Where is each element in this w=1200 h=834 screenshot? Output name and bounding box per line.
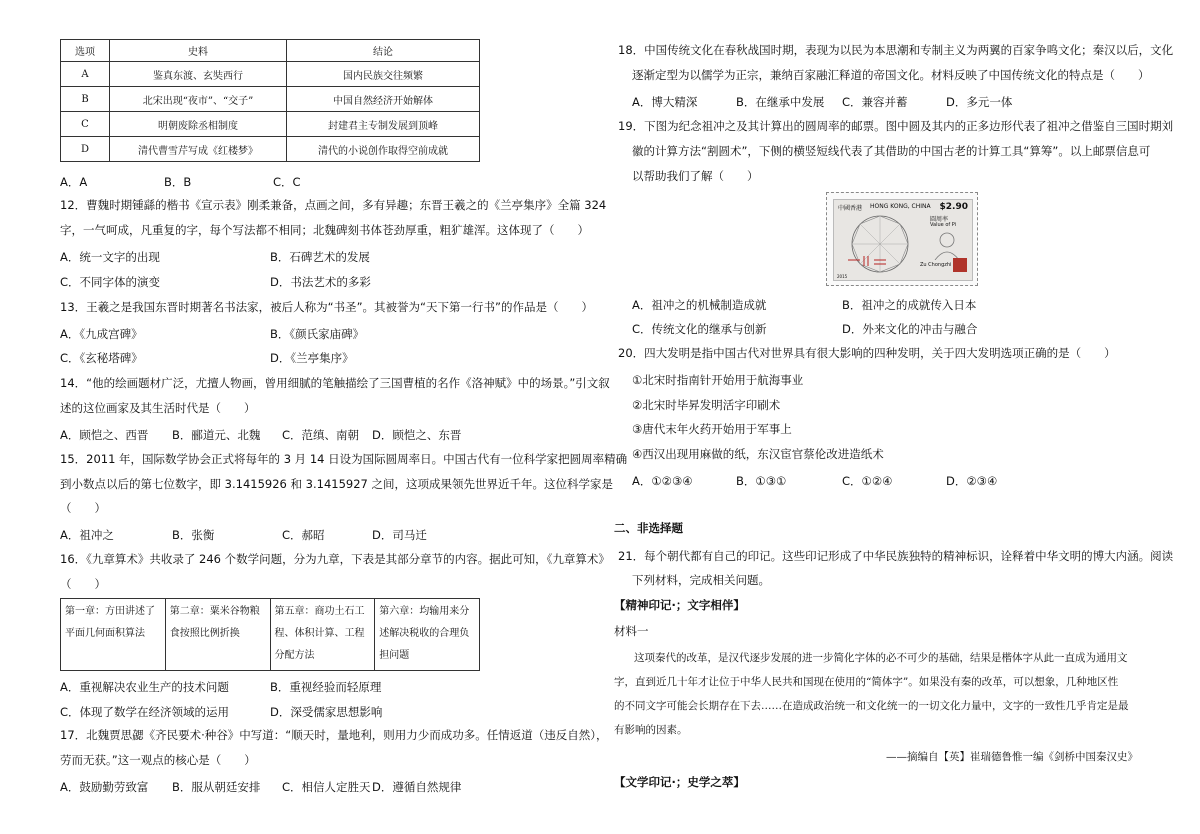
q21-line: 21．每个朝代都有自己的印记。这些印记形成了中华民族独特的精神标识，诠释着中华文明的博大内涵。阅读 bbox=[618, 549, 1174, 563]
material-line: 这项秦代的改革，是汉代逐步发展的进一步简化字体的必不可少的基础，结果是楷体字从此一直成为通用文 bbox=[634, 652, 1128, 664]
table-cell: 第一章：方田讲述了平面几何面积算法 bbox=[61, 599, 166, 671]
option-b[interactable]: B．石碑艺术的发展 bbox=[270, 250, 370, 264]
zu-chongzhi-stamp-image bbox=[826, 192, 978, 286]
option-a[interactable]: A．鼓励勤劳致富 bbox=[60, 780, 149, 794]
q17-line: 劳而无获。”这一观点的核心是（ ） bbox=[60, 753, 256, 767]
option-a[interactable]: A．统一文字的出现 bbox=[60, 250, 160, 264]
material-line: 有影响的因素。 bbox=[614, 724, 688, 736]
table-cell: 第六章：均输用来分述解决税收的合理负担问题 bbox=[375, 599, 480, 671]
option-a[interactable]: A．重视解决农业生产的技术问题 bbox=[60, 680, 229, 694]
stamp-title-cn: 圓周率 bbox=[930, 216, 949, 223]
table-cell: 北宋出现“夜市”、“交子” bbox=[110, 87, 287, 112]
option-b[interactable]: B．服从朝廷安排 bbox=[172, 780, 261, 794]
q11-table bbox=[60, 39, 480, 162]
option-d[interactable]: D．②③④ bbox=[946, 474, 998, 488]
seal-icon bbox=[953, 258, 967, 272]
table-header: 结论 bbox=[287, 40, 480, 62]
table-cell: B bbox=[61, 87, 110, 112]
q20-item: ④西汉出现用麻做的纸，东汉宦官蔡伦改进造纸术 bbox=[632, 447, 884, 461]
table-cell: 清代的小说创作取得空前成就 bbox=[287, 137, 480, 162]
q14-line: 述的这位画家及其生活时代是（ ） bbox=[60, 401, 256, 415]
stamp-price: $2.90 bbox=[939, 202, 968, 212]
option-b[interactable]: B．张衡 bbox=[172, 528, 215, 542]
option-c[interactable]: C．C bbox=[273, 175, 301, 189]
option-b[interactable]: B．①③① bbox=[736, 474, 787, 488]
table-cell: A bbox=[61, 62, 110, 87]
table-cell: 中国自然经济开始解体 bbox=[287, 87, 480, 112]
option-b[interactable]: B．重视经验而轻原理 bbox=[270, 680, 382, 694]
option-c[interactable]: C．不同字体的演变 bbox=[60, 275, 161, 289]
q17-line: 17．北魏贾思勰《齐民要术·种谷》中写道：“顺天时，量地利，则用力少而成功多。任情返道（违反自然）， bbox=[60, 728, 608, 742]
section-title: 二、非选择题 bbox=[614, 521, 683, 535]
q20-line: 20．四大发明是指中国古代对世界具有很大影响的四种发明，关于四大发明选项正确的是（ ） bbox=[618, 346, 1116, 360]
stamp-country: 中國香港 bbox=[838, 205, 863, 212]
option-b[interactable]: B．《颜氏家庙碑》 bbox=[270, 327, 365, 341]
q20-item: ②北宋时毕昇发明活字印刷术 bbox=[632, 398, 781, 412]
option-b[interactable]: B．在继承中发展 bbox=[736, 95, 825, 109]
table-cell: 国内民族交往频繁 bbox=[287, 62, 480, 87]
option-a[interactable]: A．祖冲之 bbox=[60, 528, 114, 542]
option-c[interactable]: C．兼容并蓄 bbox=[842, 95, 908, 109]
option-d[interactable]: D．深受儒家思想影响 bbox=[270, 705, 383, 719]
table-cell: D bbox=[61, 137, 110, 162]
table-cell: 封建君主专制发展到顶峰 bbox=[287, 112, 480, 137]
q19-line: 徽的计算方法“割圆术”，下侧的横竖短线代表了其借助的中国古老的计算工具“算筹”。以上邮票信息可 bbox=[632, 144, 1151, 158]
option-c[interactable]: C．体现了数学在经济领域的运用 bbox=[60, 705, 230, 719]
option-d[interactable]: D．遵循自然规律 bbox=[372, 780, 462, 794]
option-d[interactable]: D．《兰亭集序》 bbox=[270, 351, 354, 365]
table-cell: 第五章：商功土石工程、体积计算、工程分配方法 bbox=[270, 599, 375, 671]
table-cell: 明朝废除丞相制度 bbox=[110, 112, 287, 137]
q14-line: 14．“他的绘画题材广泛，尤擅人物画，曾用细腻的笔触描绘了三国曹植的名作《洛神赋》中的场景。”引文叙 bbox=[60, 376, 610, 390]
q20-item: ①北宋时指南针开始用于航海事业 bbox=[632, 373, 804, 387]
q16-line: （ ） bbox=[60, 577, 106, 591]
option-a[interactable]: A．①②③④ bbox=[632, 474, 693, 488]
q12-line: 12．曹魏时期锺繇的楷书《宣示表》刚柔兼备，点画之间，多有异趣；东晋王羲之的《兰亭集序》全篇 324 bbox=[60, 198, 607, 212]
q19-line: 19．下图为纪念祖冲之及其计算出的圆周率的邮票。图中圆及其内的正多边形代表了祖冲之借鉴自三国时期刘 bbox=[618, 119, 1174, 133]
material-line: 的不同文字可能会长期存在下去……在造成政治统一和文化统一的一切文化力量中，文字的一致性几乎肯定是最 bbox=[614, 700, 1129, 712]
option-a[interactable]: A．A bbox=[60, 175, 88, 189]
stamp-country-en: HONG KONG, CHINA bbox=[870, 203, 931, 210]
q20-item: ③唐代末年火药开始用于军事上 bbox=[632, 422, 792, 436]
q15-line: 15．2011 年，国际数学协会正式将每年的 3 月 14 日设为国际圆周率日。中国古代有一位科学家把圆周率精确 bbox=[60, 452, 628, 466]
table-cell: 清代曹雪芹写成《红楼梦》 bbox=[110, 137, 287, 162]
q13-line: 13．王羲之是我国东晋时期著名书法家，被后人称为“书圣”。其被誉为“天下第一行书”的作品是（ ） bbox=[60, 300, 593, 314]
stamp-face bbox=[833, 199, 973, 281]
stamp-title-en: Value of Pi bbox=[930, 222, 957, 228]
option-a[interactable]: A．顾恺之、西晋 bbox=[60, 428, 149, 442]
option-c[interactable]: C．传统文化的继承与创新 bbox=[632, 322, 767, 336]
option-c[interactable]: C．《玄秘塔碑》 bbox=[60, 351, 143, 365]
option-b[interactable]: B．B bbox=[164, 175, 192, 189]
table-header: 史料 bbox=[110, 40, 287, 62]
q18-line: 逐渐定型为以儒学为正宗，兼纳百家融汇释道的帝国文化。材料反映了中国传统文化的特点是（ ） bbox=[632, 68, 1150, 82]
stamp-year: 2015 bbox=[837, 274, 848, 279]
portrait-icon bbox=[932, 230, 962, 260]
option-c[interactable]: C．郝昭 bbox=[282, 528, 325, 542]
option-a[interactable]: A．祖冲之的机械制造成就 bbox=[632, 298, 767, 312]
q15-line: （ ） bbox=[60, 501, 106, 515]
option-a[interactable]: A．《九成宫碑》 bbox=[60, 327, 143, 341]
circle-polygon-icon bbox=[838, 210, 928, 280]
option-c[interactable]: C．范缜、南朝 bbox=[282, 428, 360, 442]
table-header: 选项 bbox=[61, 40, 110, 62]
option-b[interactable]: B．祖冲之的成就传入日本 bbox=[842, 298, 977, 312]
table-cell: 鉴真东渡、玄奘西行 bbox=[110, 62, 287, 87]
q16-table bbox=[60, 598, 480, 671]
q19-line: 以帮助我们了解（ ） bbox=[632, 169, 759, 183]
q21-line: 下列材料，完成相关问题。 bbox=[632, 573, 770, 587]
table-cell: C bbox=[61, 112, 110, 137]
q18-line: 18．中国传统文化在春秋战国时期，表现为以民为本思潮和专制主义为两翼的百家争鸣文化；秦汉以后，文化 bbox=[618, 43, 1174, 57]
q15-line: 到小数点以后的第七位数字，即 3.1415926 和 3.1415927 之间，这项成果领先世界近千年。这位科学家是 bbox=[60, 477, 613, 491]
q12-line: 字，一气呵成，凡重复的字，每个写法都不相同；北魏碑刻书体苍劲厚重，粗犷雄浑。这体现了（ ） bbox=[60, 223, 589, 237]
section-tag: 【文学印记·；史学之萃】 bbox=[614, 775, 745, 789]
material-source: ——摘编自【英】崔瑞德鲁惟一编《剑桥中国秦汉史》 bbox=[886, 751, 1138, 763]
option-a[interactable]: A．博大精深 bbox=[632, 95, 698, 109]
stamp-signature: Zu Chongzhi bbox=[920, 262, 952, 268]
option-d[interactable]: D．司马迁 bbox=[372, 528, 427, 542]
material-line: 字，直到近几十年才让位于中华人民共和国现在使用的“简体字”。如果没有秦的改革，可以想象，几种地区性 bbox=[614, 676, 1119, 688]
q16-line: 16．《九章算术》共收录了 246 个数学问题，分为九章，下表是其部分章节的内容。据此可知，《九章算术》 bbox=[60, 552, 610, 566]
option-d[interactable]: D．外来文化的冲击与融合 bbox=[842, 322, 978, 336]
table-cell: 第二章：粟米谷物粮食按照比例折换 bbox=[165, 599, 270, 671]
option-d[interactable]: D．多元一体 bbox=[946, 95, 1013, 109]
option-d[interactable]: D．顾恺之、东晋 bbox=[372, 428, 462, 442]
option-b[interactable]: B．郦道元、北魏 bbox=[172, 428, 261, 442]
section-tag: 【精神印记·；文字相伴】 bbox=[614, 598, 745, 612]
option-c[interactable]: C．①②④ bbox=[842, 474, 893, 488]
option-c[interactable]: C．相信人定胜天 bbox=[282, 780, 371, 794]
option-d[interactable]: D．书法艺术的多彩 bbox=[270, 275, 371, 289]
material-title: 材料一 bbox=[614, 624, 649, 638]
